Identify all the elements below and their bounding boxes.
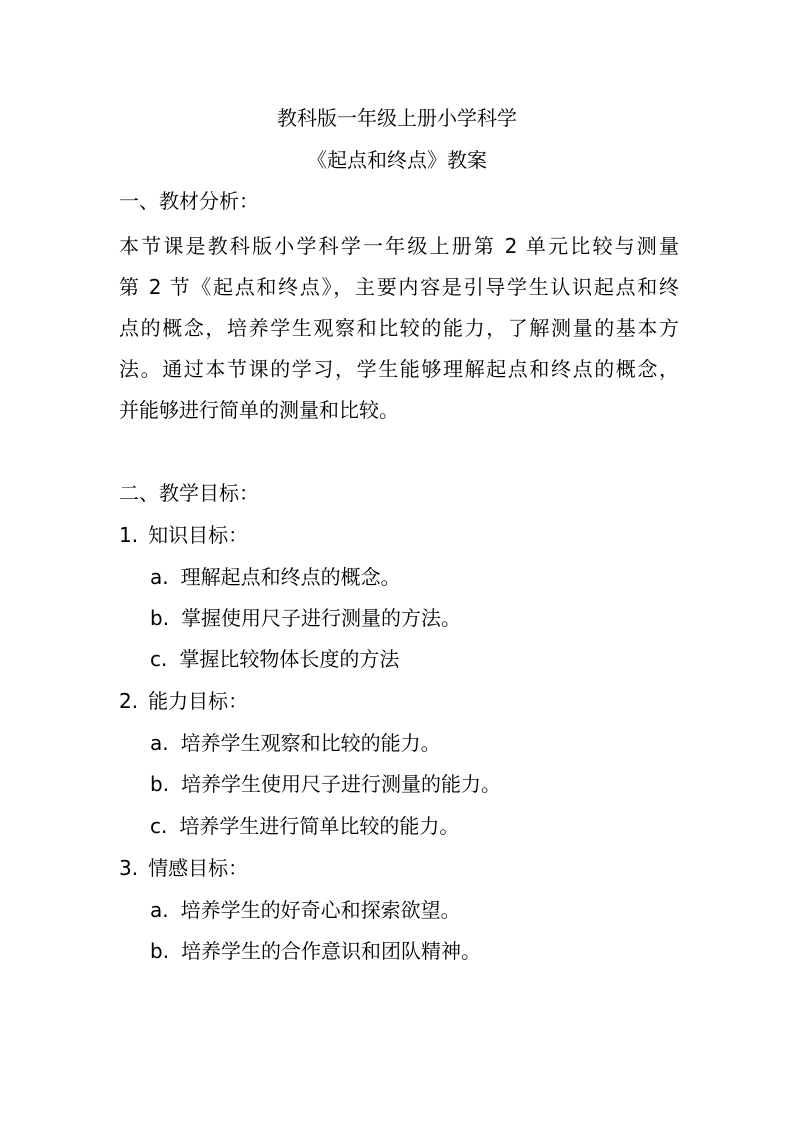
goal-item bbox=[150, 644, 399, 674]
goal-item bbox=[150, 769, 501, 799]
item-text: 培养学生进行简单比较的能力。 bbox=[179, 814, 460, 838]
item-marker: a. bbox=[150, 565, 169, 589]
goal-ability bbox=[119, 686, 248, 716]
item-text: 培养学生的合作意识和团队精神。 bbox=[181, 939, 482, 963]
item-text: 培养学生的好奇心和探索欲望。 bbox=[180, 898, 461, 922]
goal-emotion bbox=[119, 853, 248, 883]
item-marker: b. bbox=[150, 606, 170, 630]
section-heading-analysis: 一、教材分析： bbox=[119, 189, 259, 213]
goal-item bbox=[150, 811, 459, 841]
goal-label: 情感目标： bbox=[148, 856, 249, 880]
paragraph-line: 本节课是教科版小学科学一年级上册第 2 单元比较与测量 bbox=[119, 234, 679, 258]
goal-item bbox=[150, 895, 461, 925]
goal-number: 1. bbox=[119, 523, 139, 547]
item-marker: b. bbox=[150, 939, 170, 963]
document-subtitle: 《起点和终点》教案 bbox=[307, 148, 487, 172]
document-title: 教科版一年级上册小学科学 bbox=[277, 106, 517, 130]
item-text: 掌握使用尺子进行测量的方法。 bbox=[181, 606, 462, 630]
item-marker: b. bbox=[150, 772, 170, 796]
item-marker: a. bbox=[150, 731, 169, 755]
paragraph-line: 法。通过本节课的学习，学生能够理解起点和终点的概念， bbox=[119, 357, 679, 381]
item-text: 培养学生观察和比较的能力。 bbox=[180, 731, 441, 755]
item-text: 理解起点和终点的概念。 bbox=[180, 565, 401, 589]
item-marker: c. bbox=[150, 647, 168, 671]
goal-label: 能力目标： bbox=[148, 689, 249, 713]
goal-number: 3. bbox=[119, 856, 139, 880]
goal-item bbox=[150, 728, 441, 758]
paragraph-line: 点的概念，培养学生观察和比较的能力，了解测量的基本方 bbox=[119, 316, 679, 340]
paragraph-line: 第 2 节《起点和终点》，主要内容是引导学生认识起点和终 bbox=[119, 275, 679, 299]
item-marker: a. bbox=[150, 898, 169, 922]
section-heading-goals: 二、教学目标： bbox=[119, 481, 259, 505]
goal-number: 2. bbox=[119, 689, 139, 713]
goal-label: 知识目标： bbox=[148, 523, 249, 547]
item-marker: c. bbox=[150, 814, 168, 838]
goal-knowledge bbox=[119, 520, 248, 550]
goal-item bbox=[150, 603, 461, 633]
goal-item bbox=[150, 936, 481, 966]
item-text: 培养学生使用尺子进行测量的能力。 bbox=[181, 772, 502, 796]
paragraph-line: 并能够进行简单的测量和比较。 bbox=[119, 398, 399, 422]
goal-item bbox=[150, 562, 401, 592]
item-text: 掌握比较物体长度的方法 bbox=[179, 647, 400, 671]
analysis-paragraph bbox=[119, 226, 679, 431]
